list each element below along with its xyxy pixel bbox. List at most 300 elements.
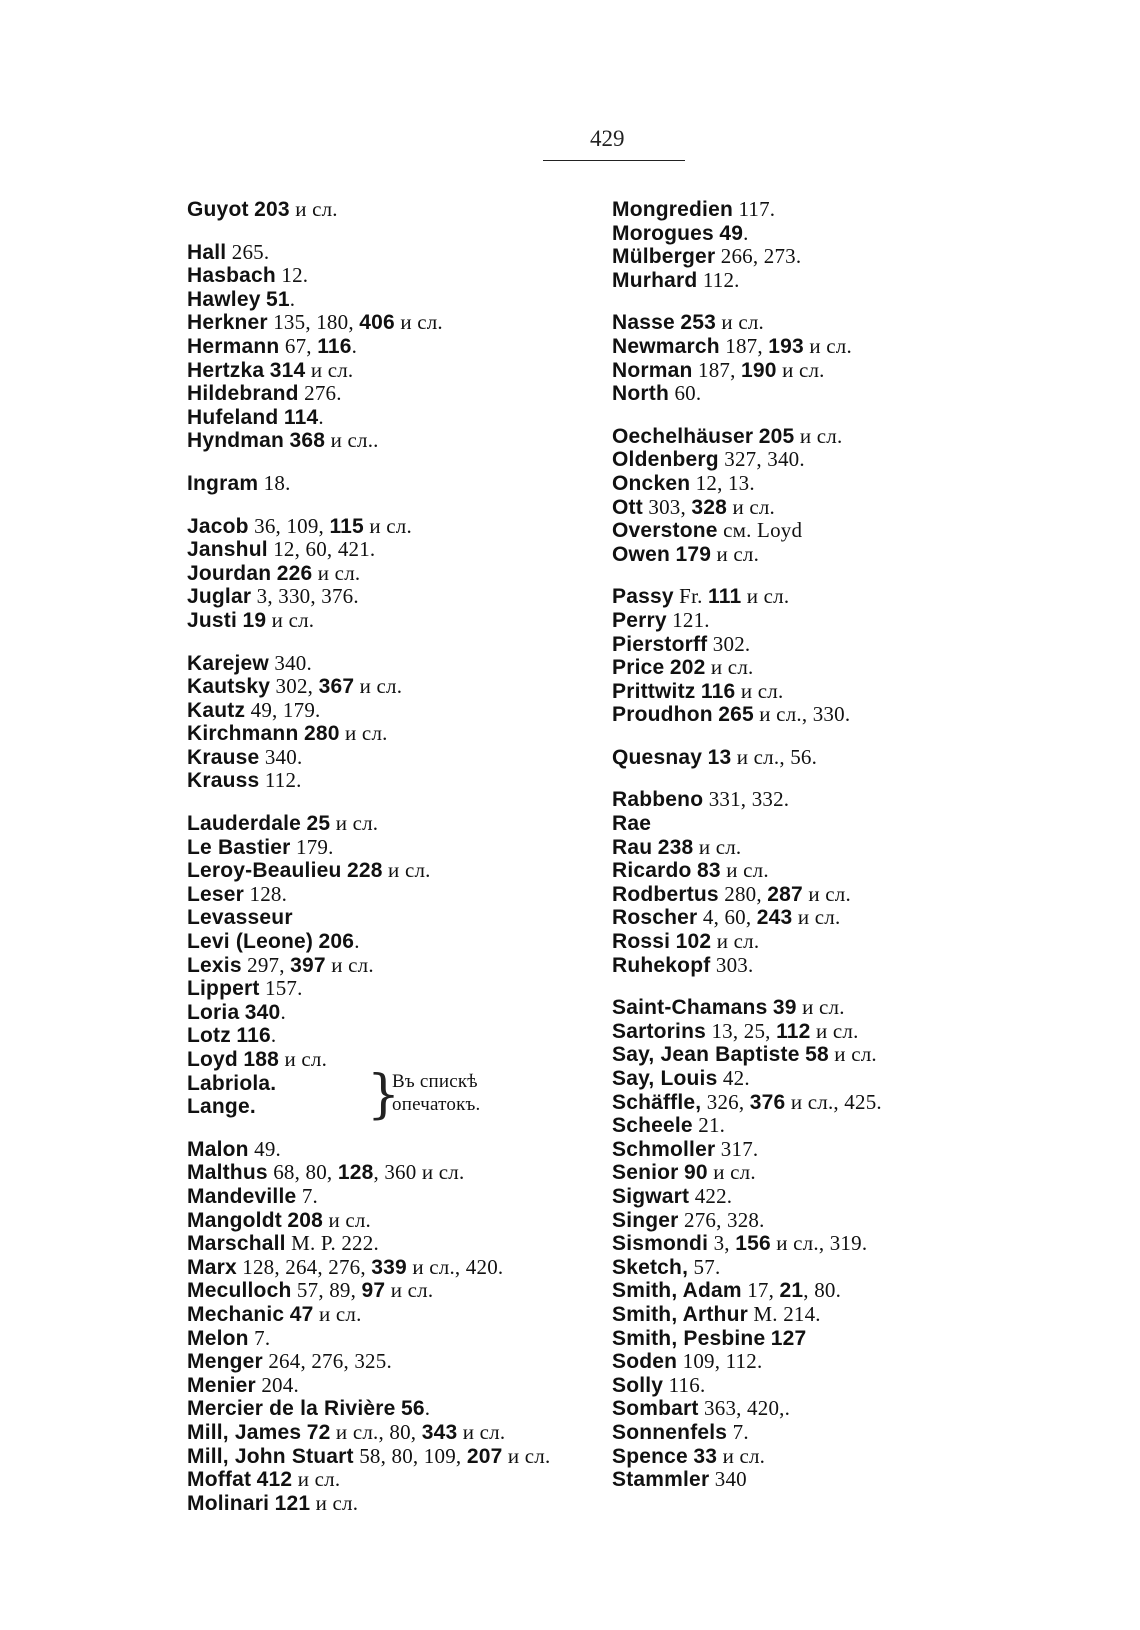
page-ref: и сл. — [794, 423, 843, 448]
entry-pages — [674, 584, 790, 608]
page-ref: 58, 80, 109, — [353, 1443, 467, 1468]
page-ref: и сл. — [289, 197, 338, 221]
page-ref: и сл. — [323, 1207, 372, 1232]
page-ref: 12, 13. — [690, 470, 755, 495]
entry-name: Lauderdale — [187, 812, 302, 836]
page-ref: 340 — [709, 1467, 747, 1492]
entry-name: Labriola. — [187, 1071, 277, 1095]
index-entry — [612, 311, 882, 335]
main-page-ref: 368 — [289, 429, 326, 453]
page-ref: 112. — [259, 768, 302, 793]
index-entry — [187, 1209, 550, 1233]
brace-symbol: } — [367, 1064, 401, 1125]
page-ref: 331, 332. — [703, 787, 790, 812]
entry-pages — [748, 1302, 821, 1326]
index-entry — [612, 222, 882, 246]
page-ref: и сл. — [339, 721, 388, 746]
index-entry — [612, 859, 882, 883]
main-page-ref: 340 — [244, 1000, 281, 1024]
index-entry — [612, 335, 882, 359]
entry-name: Overstone — [612, 519, 718, 543]
main-page-ref: 207 — [466, 1444, 503, 1468]
index-group — [187, 515, 550, 633]
entry-name: Leser — [187, 882, 245, 906]
main-page-ref: 72 — [306, 1420, 331, 1444]
index-entry — [612, 788, 882, 812]
entry-name: Newmarch — [612, 334, 720, 358]
index-entry — [187, 1303, 550, 1327]
entry-pages — [286, 1231, 379, 1255]
page-ref: и сл. — [457, 1419, 506, 1444]
entry-pages — [269, 1491, 358, 1515]
page-number: 429 — [590, 126, 625, 151]
entry-pages — [278, 405, 323, 429]
main-page-ref: 193 — [768, 334, 804, 358]
main-page-ref: 205 — [758, 424, 795, 448]
entry-name: Morogues — [612, 221, 714, 245]
entry-name: Malon — [187, 1137, 249, 1161]
main-page-ref: 314 — [269, 358, 306, 382]
entry-pages — [258, 471, 290, 495]
index-entry — [612, 836, 882, 860]
page-ref: 21. — [692, 1113, 726, 1138]
page-ref: и сл. — [741, 584, 790, 609]
entry-name: Say, Jean Baptiste — [612, 1043, 800, 1067]
entry-name: Le Bastier — [187, 835, 291, 859]
entry-name: Rabbeno — [612, 788, 704, 812]
entry-name: Karejew — [187, 651, 269, 675]
entry-name: Marschall — [187, 1232, 286, 1256]
index-entry — [612, 883, 882, 907]
index-entry — [612, 996, 882, 1020]
index-entry — [612, 1397, 882, 1421]
entry-pages — [688, 1444, 765, 1468]
entry-name: Kirchmann — [187, 722, 299, 746]
page-ref: см. Loyd — [717, 518, 803, 543]
main-page-ref: 203 — [254, 198, 290, 221]
page-ref: 135, 180, — [267, 310, 360, 335]
entry-pages — [268, 537, 376, 561]
page-ref: и сл. — [385, 1278, 434, 1303]
entry-name: Schäffle, — [612, 1090, 702, 1114]
entry-name: Schmoller — [612, 1137, 716, 1161]
entry-name: Sketch, — [612, 1255, 689, 1279]
main-page-ref: 280 — [303, 722, 340, 746]
entry-name: Mill, James — [187, 1420, 302, 1444]
entry-pages — [291, 1278, 433, 1302]
entry-name: Kautz — [187, 698, 246, 722]
index-entry — [187, 1185, 550, 1209]
entry-name: Rossi — [612, 930, 671, 954]
entry-pages — [342, 858, 431, 882]
entry-pages — [679, 1160, 756, 1184]
main-page-ref: 208 — [287, 1208, 324, 1232]
index-group — [187, 1138, 550, 1516]
page-ref: . — [424, 1396, 431, 1421]
page-ref: и сл. — [354, 674, 403, 699]
entry-pages — [697, 268, 739, 292]
entry-name: Krauss — [187, 769, 260, 793]
entry-name: Hasbach — [187, 264, 276, 288]
page-ref: 297, — [241, 952, 291, 977]
index-entry — [612, 269, 882, 293]
index-entry — [187, 406, 550, 430]
index-entry — [187, 1468, 550, 1492]
index-group — [612, 996, 882, 1491]
entry-pages — [284, 428, 379, 452]
entry-pages — [268, 1160, 465, 1184]
entry-name: Hyndman — [187, 429, 285, 453]
page-ref: и сл., 319. — [770, 1231, 868, 1256]
index-entry — [612, 1043, 882, 1067]
index-entry — [187, 241, 550, 265]
entry-name: Singer — [612, 1208, 679, 1232]
index-entry — [187, 699, 550, 723]
page-ref: и сл., 56. — [731, 744, 818, 769]
page-ref: и сл. — [325, 952, 374, 977]
page-ref: 340. — [268, 650, 312, 675]
entry-name: Pierstorff — [612, 632, 708, 656]
page-ref: M. 214. — [747, 1301, 821, 1326]
index-entry — [187, 288, 550, 312]
page-ref: и сл.. — [325, 428, 379, 453]
page-ref: 112. — [697, 267, 740, 292]
page-ref: 179. — [290, 834, 334, 859]
entry-name: Hawley — [187, 287, 261, 311]
entry-name: Ricardo — [612, 859, 692, 883]
page-ref: и сл. — [279, 1047, 328, 1071]
entry-name: Scheele — [612, 1114, 693, 1138]
page-ref: , 360 и сл. — [373, 1160, 465, 1185]
page-ref: 317. — [715, 1136, 759, 1161]
entry-name: Soden — [612, 1350, 678, 1374]
main-page-ref: 116 — [700, 679, 736, 703]
entry-pages — [395, 1396, 430, 1420]
entry-pages — [714, 221, 749, 245]
entry-name: Smith, Pesbine — [612, 1326, 766, 1350]
entry-pages — [270, 674, 402, 698]
page-ref: и сл. — [735, 678, 784, 703]
index-entry — [187, 675, 550, 699]
index-entry — [187, 1138, 550, 1162]
index-entry — [612, 1256, 882, 1280]
main-page-ref: 56 — [400, 1397, 425, 1421]
index-entry — [187, 1374, 550, 1398]
main-page-ref: 243 — [756, 906, 793, 930]
index-entry — [187, 954, 550, 978]
main-page-ref: 21 — [779, 1279, 804, 1303]
index-entry — [187, 836, 550, 860]
entry-pages — [710, 953, 753, 977]
entry-name: Mechanic — [187, 1302, 285, 1326]
entry-name: Herkner — [187, 311, 268, 335]
entry-name: Mill, John Stuart — [187, 1444, 354, 1468]
page-ref: 204. — [255, 1372, 299, 1397]
page-ref: 13, 25, — [706, 1018, 777, 1043]
index-entry — [612, 812, 882, 836]
bracket-note — [392, 1070, 480, 1116]
page-ref: 12, 60, 421. — [267, 537, 376, 562]
main-page-ref: 226 — [276, 561, 313, 585]
entry-name: Mülberger — [612, 245, 716, 269]
index-entry — [612, 1185, 882, 1209]
page-ref: 303, — [642, 494, 692, 519]
index-entry — [187, 335, 550, 359]
index-entry — [612, 609, 882, 633]
page-ref: 157. — [259, 976, 303, 1001]
page-ref: , 80. — [803, 1278, 842, 1303]
entry-pages — [299, 721, 388, 745]
entry-pages — [707, 632, 750, 656]
entry-name: Oncken — [612, 471, 691, 495]
page-ref: и сл. — [330, 811, 379, 836]
entry-name: Oldenberg — [612, 448, 719, 472]
index-entry — [612, 1445, 882, 1469]
page-ref: 12. — [275, 263, 309, 288]
main-page-ref: 253 — [680, 311, 716, 335]
index-entry — [187, 382, 550, 406]
entry-pages — [259, 768, 301, 792]
index-entry — [187, 1492, 550, 1516]
main-page-ref: 33 — [693, 1444, 718, 1468]
page-ref: 264, 276, 325. — [262, 1349, 392, 1374]
entry-name: Melon — [187, 1326, 249, 1350]
entry-name: Sismondi — [612, 1232, 709, 1256]
page-ref: и сл. — [312, 560, 361, 585]
entry-pages — [677, 1349, 762, 1373]
entry-pages — [692, 858, 769, 882]
entry-pages — [268, 310, 443, 334]
entry-name: Oechelhäuser — [612, 424, 754, 448]
entry-name: Owen — [612, 542, 670, 566]
entry-pages — [667, 608, 710, 632]
index-entry — [187, 359, 550, 383]
index-entry — [187, 538, 550, 562]
page-ref: 116. — [663, 1372, 706, 1397]
index-entry — [612, 1161, 882, 1185]
page-ref: 68, 80, — [267, 1160, 338, 1185]
main-page-ref: 111 — [708, 585, 742, 609]
index-entry — [612, 1091, 882, 1115]
entry-pages — [313, 929, 360, 953]
index-group — [612, 746, 882, 770]
main-page-ref: 19 — [242, 608, 267, 632]
page-ref: и сл., 420. — [406, 1254, 504, 1279]
page-ref: 109, 112. — [677, 1349, 763, 1374]
entry-pages — [733, 197, 775, 221]
page-ref: и сл. — [711, 541, 760, 566]
entry-pages — [301, 811, 378, 835]
entry-pages — [719, 882, 851, 906]
main-page-ref: 102 — [675, 930, 712, 954]
index-group — [612, 788, 882, 977]
page-ref: . — [289, 286, 296, 311]
main-page-ref: 328 — [691, 495, 728, 519]
entry-name: Stammler — [612, 1468, 710, 1492]
index-entry — [187, 812, 550, 836]
entry-pages — [742, 1278, 841, 1302]
entry-pages — [261, 287, 296, 311]
index-entry — [612, 496, 882, 520]
entry-pages — [643, 495, 775, 519]
page-ref: и сл. — [313, 1301, 362, 1326]
entry-name: Levasseur — [187, 906, 293, 930]
page-ref: 7. — [727, 1419, 749, 1444]
page-ref: 340. — [259, 744, 303, 769]
entry-name: Loyd — [187, 1048, 238, 1071]
index-entry — [612, 1279, 882, 1303]
entry-pages — [715, 244, 801, 268]
page-ref: и сл. — [394, 310, 443, 335]
entry-pages — [652, 835, 741, 859]
entry-pages — [693, 1113, 725, 1137]
entry-name: Hildebrand — [187, 382, 299, 406]
page-ref: 67, — [279, 333, 318, 358]
page-ref: 17, — [741, 1278, 780, 1303]
entry-pages — [264, 358, 353, 382]
main-page-ref: 127 — [770, 1326, 807, 1350]
main-page-ref: 406 — [359, 311, 395, 335]
entry-name: Marx — [187, 1255, 237, 1279]
entry-name: Say, Louis — [612, 1067, 718, 1090]
page-ref: и сл. — [266, 607, 315, 632]
main-page-ref: 188 — [243, 1048, 280, 1071]
bracket-note-line: опечатокъ. — [392, 1093, 481, 1115]
main-page-ref: 112 — [776, 1019, 811, 1043]
main-page-ref: 128 — [337, 1161, 374, 1185]
page-ref: 117. — [733, 197, 776, 221]
page-ref: Fr. — [673, 584, 708, 609]
entry-name: North — [612, 382, 669, 406]
entry-name: Sartorins — [612, 1019, 706, 1043]
entry-name: Sigwart — [612, 1184, 690, 1208]
entry-pages — [282, 1208, 371, 1232]
main-page-ref: 121 — [274, 1491, 311, 1515]
index-entry — [612, 1209, 882, 1233]
index-entry — [187, 515, 550, 539]
index-entry — [187, 311, 550, 335]
index-entry — [187, 652, 550, 676]
entry-name: Mangoldt — [187, 1208, 282, 1232]
entry-pages — [701, 1090, 882, 1114]
index-entry — [187, 746, 550, 770]
entry-pages — [249, 197, 338, 221]
page-ref: и сл. — [715, 310, 764, 335]
page-ref: и сл. — [382, 858, 431, 883]
entry-name: Hall — [187, 240, 227, 264]
index-entry — [187, 1161, 550, 1185]
index-entry — [612, 1421, 882, 1445]
entry-name: Sonnenfels — [612, 1420, 728, 1444]
index-entry — [612, 1374, 882, 1398]
entry-name: Perry — [612, 608, 667, 632]
page-ref: 57, 89, — [291, 1278, 362, 1303]
page-ref: . — [354, 929, 360, 954]
page-ref: 302, — [270, 674, 319, 699]
page-ref: 49. — [248, 1136, 281, 1161]
entry-name: Malthus — [187, 1161, 268, 1185]
entry-name: Norman — [612, 358, 693, 382]
page-ref: 302. — [707, 631, 751, 656]
page-ref: и сл. — [502, 1443, 551, 1468]
entry-pages — [244, 882, 287, 906]
main-page-ref: 51 — [266, 287, 290, 311]
main-page-ref: 238 — [657, 835, 694, 859]
page-ref: 327, 340. — [718, 447, 805, 472]
entry-pages — [260, 976, 303, 1000]
index-entry — [612, 472, 882, 496]
index-entry — [612, 425, 882, 449]
entry-name: Prittwitz — [612, 679, 696, 703]
index-entry — [187, 1350, 550, 1374]
entry-pages — [245, 698, 320, 722]
entry-pages — [263, 1349, 392, 1373]
entry-pages — [690, 471, 755, 495]
main-page-ref: 156 — [735, 1232, 771, 1256]
entry-pages — [226, 240, 269, 264]
entry-pages — [717, 1066, 749, 1090]
index-group — [612, 425, 882, 567]
entry-pages — [715, 1137, 758, 1161]
page-ref: 42. — [717, 1066, 750, 1090]
index-entry — [612, 1067, 882, 1091]
entry-name: Leroy-Beaulieu — [187, 859, 342, 883]
index-entry — [187, 1001, 550, 1025]
entry-pages — [753, 424, 842, 448]
page-ref: 49, 179. — [245, 697, 321, 722]
entry-name: Menger — [187, 1350, 263, 1374]
page-ref: и сл. — [717, 1443, 766, 1468]
index-group — [187, 198, 550, 222]
entry-name: Lippert — [187, 977, 260, 1001]
page-ref: . — [351, 333, 358, 358]
entry-pages — [291, 835, 334, 859]
index-entry — [187, 198, 550, 222]
page-ref: и сл. — [305, 357, 354, 382]
entry-pages — [718, 518, 803, 542]
index-entry — [612, 633, 882, 657]
entry-name: Rau — [612, 835, 653, 859]
entry-pages — [709, 1467, 747, 1491]
index-entry — [187, 977, 550, 1001]
entry-name: Spence — [612, 1444, 688, 1468]
entry-pages — [251, 1467, 340, 1491]
page-ref: 326, — [701, 1089, 750, 1114]
entry-name: Krause — [187, 745, 260, 769]
page-ref: и сл. — [310, 1490, 359, 1515]
entry-pages — [237, 608, 314, 632]
page-ref: и сл. — [828, 1042, 877, 1067]
entry-pages — [693, 358, 825, 382]
page-ref: и сл. — [796, 995, 845, 1020]
index-entry — [612, 245, 882, 269]
index-entry — [187, 769, 550, 793]
entry-name: Molinari — [187, 1491, 270, 1515]
main-page-ref: 412 — [256, 1468, 293, 1492]
index-entry — [612, 198, 882, 222]
main-page-ref: 179 — [675, 542, 712, 566]
index-entry — [612, 359, 882, 383]
page-ref: 7. — [248, 1325, 271, 1350]
entry-name: Passy — [612, 585, 674, 609]
entry-pages — [242, 953, 374, 977]
page-ref: 3, 330, 376. — [251, 584, 359, 609]
page-ref: . — [270, 1023, 277, 1048]
entry-pages — [767, 995, 844, 1019]
entry-name: Price — [612, 656, 665, 680]
page-ref: 187, — [692, 357, 741, 382]
page-ref: . — [318, 404, 324, 429]
